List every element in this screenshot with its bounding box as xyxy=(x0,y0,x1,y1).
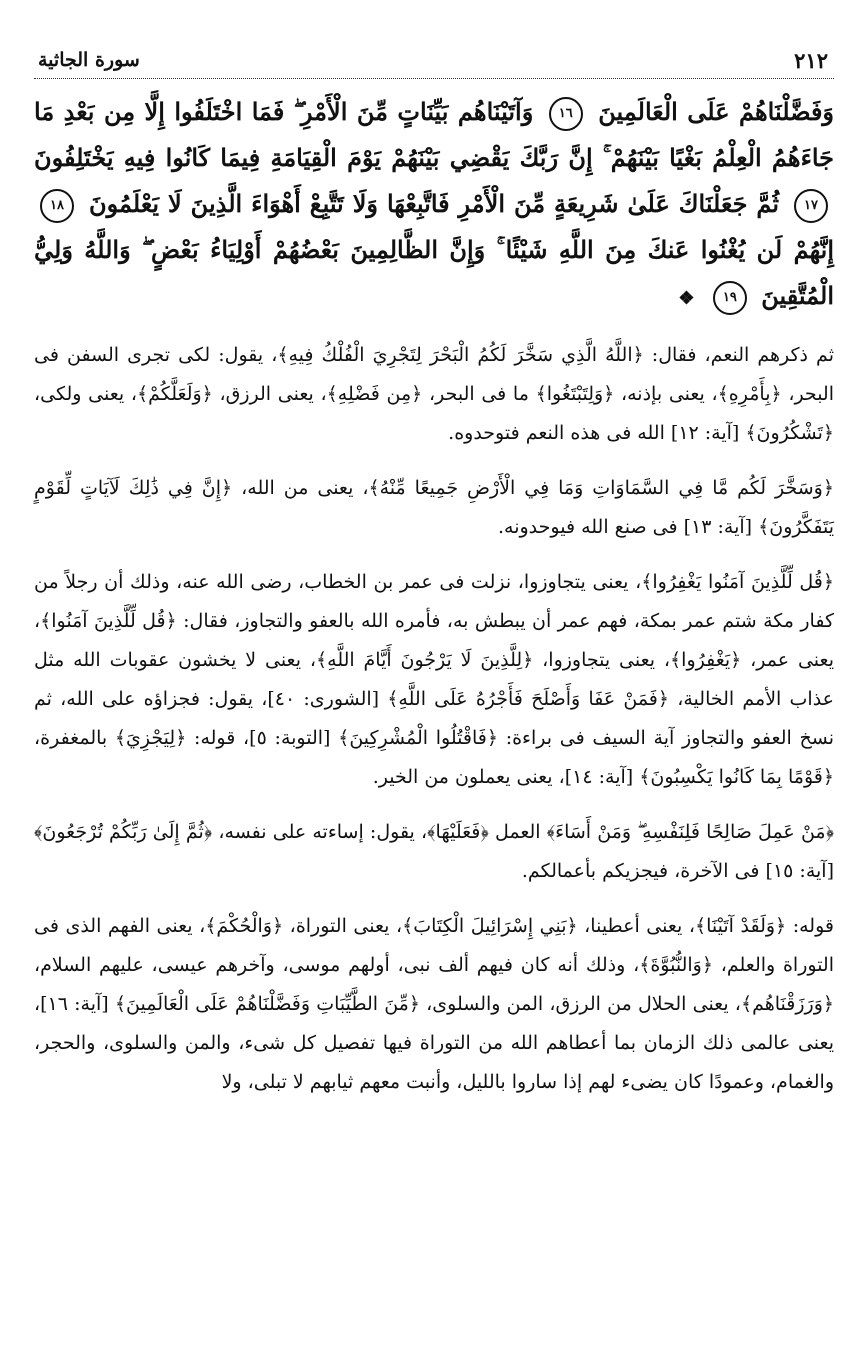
running-header xyxy=(34,44,834,79)
verse-text: ثُمَّ جَعَلْنَاكَ عَلَىٰ شَرِيعَةٍ مِّنَ الْأَمْرِ فَاتَّبِعْهَا وَلَا تَتَّبِعْ أَهْوَاءَ الَّذِينَ لَا يَعْلَمُونَ xyxy=(88,189,780,218)
verse-number-marker: ١٧ xyxy=(794,189,828,223)
commentary-paragraph: ثم ذكرهم النعم، فقال: ﴿اللَّهُ الَّذِي سَخَّرَ لَكُمُ الْبَحْرَ لِتَجْرِيَ الْفُلْكُ فِيهِ﴾، يقول: لكى تجرى السفن فى البحر، ﴿بِأَمْرِهِ﴾، يعنى بإذنه، ﴿وَلِتَبْتَغُوا﴾ ما فى البحر، ﴿مِن فَضْلِهِ﴾، يعنى الرزق، ﴿وَلَعَلَّكُمْ﴾، يعنى ولكى، ﴿تَشْكُرُونَ﴾ [آية: ١٢] الله فى هذه النعم فتوحدوه. xyxy=(34,344,834,444)
commentary xyxy=(34,336,834,1102)
commentary-paragraph: قوله: ﴿وَلَقَدْ آتَيْنَا﴾، يعنى أعطينا، ﴿بَنِي إِسْرَائِيلَ الْكِتَابَ﴾، يعنى التوراة، ﴿وَالْحُكْمَ﴾، يعنى الفهم الذى فى التوراة والعلم، ﴿وَالنُّبُوَّةَ﴾، وذلك أنه كان فيهم ألف نبى، أولهم موسى، وآخرهم عيسى، عليهم السلام، ﴿وَرَزَقْنَاهُم﴾، يعنى الحلال من الرزق، المن والسلوى، ﴿مِّنَ الطَّيِّبَاتِ وَفَضَّلْنَاهُمْ عَلَى الْعَالَمِينَ﴾ [آية: ١٦]، يعنى عالمى ذلك الزمان بما أعطاهم الله من التوراة فيها تفصيل كل شىء، والمن والسلوى، والحجر، والغمام، وعمودًا كان يضىء لهم إذا ساروا بالليل، وأنبت معهم ثيابهم لا تبلى، ولا xyxy=(34,915,835,1093)
commentary-paragraph: ﴿مَنْ عَمِلَ صَالِحًا فَلِنَفْسِهِ ۖ وَمَنْ أَسَاءَ﴾ العمل ﴿فَعَلَيْهَا﴾، يقول: إساءته على نفسه، ﴿ثُمَّ إِلَىٰ رَبِّكُمْ تُرْجَعُونَ﴾ [آية: ١٥] فى الآخرة، فيجزيكم بأعمالكم. xyxy=(34,821,834,882)
verse-number-marker: ١٩ xyxy=(713,281,747,315)
verse-number-marker: ١٦ xyxy=(549,97,583,131)
verse-number-marker: ١٨ xyxy=(40,189,74,223)
end-ornament-icon: ❖ xyxy=(678,288,695,309)
quran-verses xyxy=(34,89,834,322)
verse-text: وَفَضَّلْنَاهُمْ عَلَى الْعَالَمِينَ xyxy=(598,97,835,126)
verse-text: وَآتَيْنَاهُم بَيِّنَاتٍ مِّنَ الْأَمْرِ ۖ فَمَا اخْتَلَفُوا إِلَّا مِن بَعْدِ مَا جَاءَهُمُ الْعِلْمُ بَغْيًا بَيْنَهُمْ ۚ إِنَّ رَبَّكَ يَقْضِي بَيْنَهُمْ يَوْمَ الْقِيَامَةِ فِيمَا كَانُوا فِيهِ يَخْتَلِفُونَ xyxy=(34,97,834,172)
commentary-paragraph: ﴿قُل لِّلَّذِينَ آمَنُوا يَغْفِرُوا﴾، يعنى يتجاوزوا، نزلت فى عمر بن الخطاب، رضى الله عنه، وذلك أن رجلاً من كفار مكة شتم عمر بمكة، فهم عمر أن يبطش به، فأمره الله بالعفو والتجاوز، فقال: ﴿قُل لِّلَّذِينَ آمَنُوا﴾، يعنى عمر، ﴿يَغْفِرُوا﴾، يعنى يتجاوزوا، ﴿لِلَّذِينَ لَا يَرْجُونَ أَيَّامَ اللَّهِ﴾، يعنى لا يخشون عقوبات الله مثل عذاب الأمم الخالية، ﴿فَمَنْ عَفَا وَأَصْلَحَ فَأَجْرُهُ عَلَى اللَّهِ﴾ [الشورى: ٤٠]، يقول: فجزاؤه على الله، ثم نسخ العفو والتجاوز آية السيف فى براءة: ﴿فَاقْتُلُوا الْمُشْرِكِينَ﴾ [التوبة: ٥]، قوله: ﴿لِيَجْزِيَ﴾ بالمغفرة، ﴿قَوْمًا بِمَا كَانُوا يَكْسِبُونَ﴾ [آية: ١٤]، يعنى يعملون من الخير. xyxy=(34,571,835,788)
verse-text: إِنَّهُمْ لَن يُغْنُوا عَنكَ مِنَ اللَّهِ شَيْئًا ۚ وَإِنَّ الظَّالِمِينَ بَعْضُهُمْ أَوْلِيَاءُ بَعْضٍ ۖ وَاللَّهُ وَلِيُّ الْمُتَّقِينَ xyxy=(34,235,834,310)
commentary-paragraph: ﴿وَسَخَّرَ لَكُم مَّا فِي السَّمَاوَاتِ وَمَا فِي الْأَرْضِ جَمِيعًا مِّنْهُ﴾، يعنى من الله، ﴿إِنَّ فِي ذَٰلِكَ لَآيَاتٍ لِّقَوْمٍ يَتَفَكَّرُونَ﴾ [آية: ١٣] فى صنع الله فيوحدونه. xyxy=(34,477,834,538)
surah-title: سورة الجاثية xyxy=(38,49,140,71)
book-page xyxy=(34,44,834,1118)
page-number: ٢١٢ xyxy=(794,48,828,73)
